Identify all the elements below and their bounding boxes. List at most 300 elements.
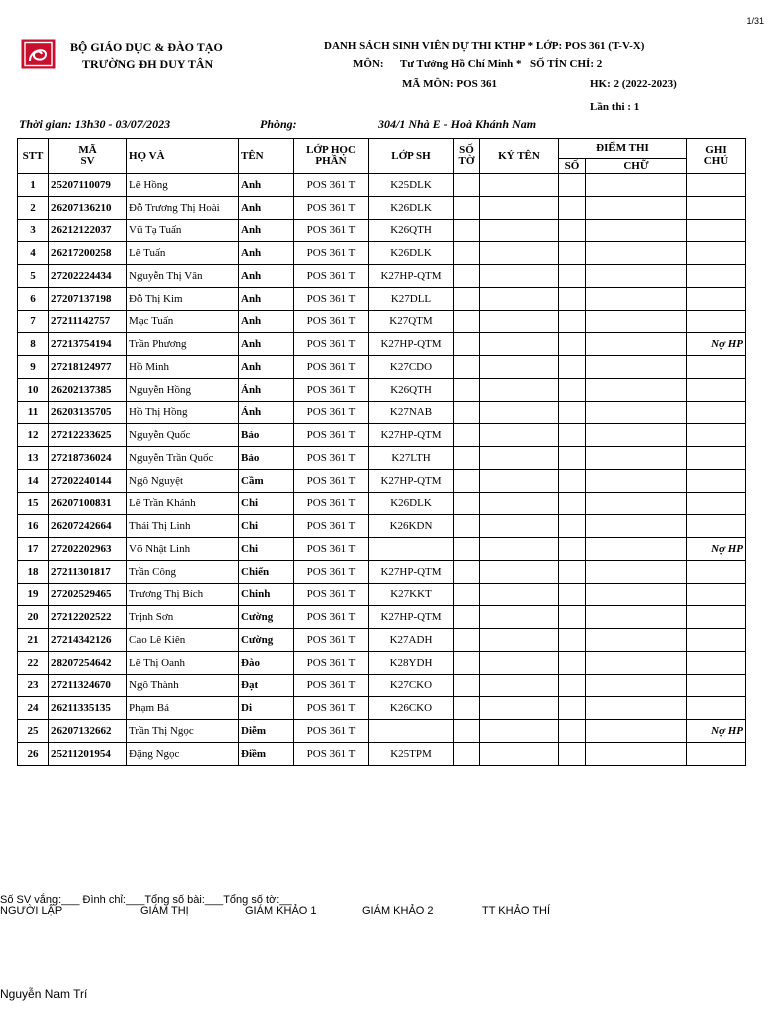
cell-surname: Cao Lê Kiên bbox=[127, 629, 239, 652]
table-row bbox=[18, 356, 746, 379]
cell-student-id: 26207100831 bbox=[49, 492, 127, 515]
cell-student-id: 25211201954 bbox=[49, 742, 127, 765]
cell-course-class: POS 361 T bbox=[294, 401, 369, 424]
cell-note bbox=[687, 310, 746, 333]
cell-stt: 4 bbox=[18, 242, 49, 265]
cell-stt: 1 bbox=[18, 174, 49, 197]
cell-note bbox=[687, 424, 746, 447]
table-row bbox=[18, 424, 746, 447]
cell-score-words bbox=[586, 583, 687, 606]
cell-surname: Hồ Minh bbox=[127, 356, 239, 379]
cell-surname: Mạc Tuấn bbox=[127, 310, 239, 333]
cell-student-id: 26211335135 bbox=[49, 697, 127, 720]
cell-signature bbox=[480, 424, 559, 447]
cell-note bbox=[687, 515, 746, 538]
cell-student-id: 27202240144 bbox=[49, 469, 127, 492]
subject-value: Tư Tưởng Hồ Chí Minh * bbox=[400, 58, 522, 70]
cell-home-class: K27NAB bbox=[369, 401, 454, 424]
cell-student-id: 25207110079 bbox=[49, 174, 127, 197]
cell-student-id: 27212202522 bbox=[49, 606, 127, 629]
table-row bbox=[18, 242, 746, 265]
cell-score-words bbox=[586, 242, 687, 265]
signer-role-proctor: GIÁM THỊ bbox=[140, 905, 189, 917]
cell-course-class: POS 361 T bbox=[294, 469, 369, 492]
cell-sheet-count bbox=[454, 492, 480, 515]
cell-stt: 16 bbox=[18, 515, 49, 538]
cell-note bbox=[687, 378, 746, 401]
student-roster-table bbox=[17, 138, 746, 766]
cell-surname: Lê Tuấn bbox=[127, 242, 239, 265]
table-row bbox=[18, 447, 746, 470]
table-row bbox=[18, 720, 746, 743]
cell-sheet-count bbox=[454, 310, 480, 333]
signer-role-preparer: NGƯỜI LẬP bbox=[0, 905, 63, 917]
cell-note bbox=[687, 651, 746, 674]
cell-given-name: Bảo bbox=[239, 424, 294, 447]
cell-sheet-count bbox=[454, 219, 480, 242]
cell-student-id: 26217200258 bbox=[49, 242, 127, 265]
cell-home-class: K27HP-QTM bbox=[369, 606, 454, 629]
cell-student-id: 27211324670 bbox=[49, 674, 127, 697]
cell-course-class: POS 361 T bbox=[294, 174, 369, 197]
cell-student-id: 27218736024 bbox=[49, 447, 127, 470]
cell-score-words bbox=[586, 424, 687, 447]
cell-score-number bbox=[559, 378, 586, 401]
cell-note bbox=[687, 174, 746, 197]
table-row bbox=[18, 333, 746, 356]
cell-note: Nợ HP bbox=[687, 333, 746, 356]
cell-course-class: POS 361 T bbox=[294, 697, 369, 720]
document-title: DANH SÁCH SINH VIÊN DỰ THI KTHP * LỚP: POS 361 (T-V-X) bbox=[324, 40, 645, 52]
cell-sheet-count bbox=[454, 378, 480, 401]
cell-signature bbox=[480, 674, 559, 697]
header-sheet-count: SỐ TỜ bbox=[454, 139, 480, 174]
cell-score-words bbox=[586, 538, 687, 561]
cell-course-class: POS 361 T bbox=[294, 196, 369, 219]
cell-course-class: POS 361 T bbox=[294, 447, 369, 470]
cell-signature bbox=[480, 651, 559, 674]
cell-signature bbox=[480, 492, 559, 515]
cell-score-number bbox=[559, 492, 586, 515]
cell-stt: 21 bbox=[18, 629, 49, 652]
cell-sheet-count bbox=[454, 333, 480, 356]
table-row bbox=[18, 492, 746, 515]
cell-surname: Trịnh Sơn bbox=[127, 606, 239, 629]
cell-given-name: Đào bbox=[239, 651, 294, 674]
roster-body bbox=[18, 174, 746, 766]
cell-score-number bbox=[559, 629, 586, 652]
cell-home-class: K27DLL bbox=[369, 287, 454, 310]
cell-home-class: K26DLK bbox=[369, 242, 454, 265]
cell-student-id: 27213754194 bbox=[49, 333, 127, 356]
cell-score-words bbox=[586, 651, 687, 674]
cell-surname: Ngô Thành bbox=[127, 674, 239, 697]
cell-course-class: POS 361 T bbox=[294, 538, 369, 561]
cell-score-words bbox=[586, 265, 687, 288]
cell-student-id: 26202137385 bbox=[49, 378, 127, 401]
cell-score-number bbox=[559, 606, 586, 629]
header-surname: HỌ VÀ bbox=[127, 139, 239, 174]
header-student-id: MÃ SV bbox=[49, 139, 127, 174]
cell-given-name: Anh bbox=[239, 174, 294, 197]
room-value: 304/1 Nhà E - Hoà Khánh Nam bbox=[378, 117, 537, 131]
cell-course-class: POS 361 T bbox=[294, 378, 369, 401]
cell-signature bbox=[480, 720, 559, 743]
cell-given-name: Chinh bbox=[239, 583, 294, 606]
cell-score-number bbox=[559, 515, 586, 538]
cell-sheet-count bbox=[454, 538, 480, 561]
signer-role-examiner-1: GIÁM KHẢO 1 bbox=[245, 905, 317, 917]
header-given-name: TÊN bbox=[239, 139, 294, 174]
cell-home-class: K27HP-QTM bbox=[369, 265, 454, 288]
cell-home-class: K27LTH bbox=[369, 447, 454, 470]
cell-course-class: POS 361 T bbox=[294, 287, 369, 310]
cell-score-words bbox=[586, 333, 687, 356]
cell-signature bbox=[480, 333, 559, 356]
cell-sheet-count bbox=[454, 356, 480, 379]
cell-note bbox=[687, 629, 746, 652]
cell-stt: 9 bbox=[18, 356, 49, 379]
cell-signature bbox=[480, 560, 559, 583]
cell-note bbox=[687, 469, 746, 492]
cell-surname: Vũ Tạ Tuấn bbox=[127, 219, 239, 242]
cell-stt: 5 bbox=[18, 265, 49, 288]
cell-stt: 14 bbox=[18, 469, 49, 492]
cell-surname: Võ Nhật Linh bbox=[127, 538, 239, 561]
cell-sheet-count bbox=[454, 674, 480, 697]
cell-signature bbox=[480, 265, 559, 288]
cell-score-words bbox=[586, 492, 687, 515]
header-score-words: CHỮ bbox=[586, 159, 687, 174]
cell-surname: Đỗ Thị Kim bbox=[127, 287, 239, 310]
cell-score-words bbox=[586, 720, 687, 743]
cell-course-class: POS 361 T bbox=[294, 333, 369, 356]
header-score-number: SỐ bbox=[559, 159, 586, 174]
cell-student-id: 26207136210 bbox=[49, 196, 127, 219]
cell-given-name: Anh bbox=[239, 242, 294, 265]
cell-surname: Nguyễn Quốc bbox=[127, 424, 239, 447]
header-home-class: LỚP SH bbox=[369, 139, 454, 174]
cell-signature bbox=[480, 287, 559, 310]
cell-given-name: Di bbox=[239, 697, 294, 720]
cell-signature bbox=[480, 629, 559, 652]
cell-home-class: K27HP-QTM bbox=[369, 333, 454, 356]
cell-sheet-count bbox=[454, 401, 480, 424]
cell-course-class: POS 361 T bbox=[294, 515, 369, 538]
header-course-class: LỚP HỌC PHẦN bbox=[294, 139, 369, 174]
cell-score-number bbox=[559, 287, 586, 310]
cell-student-id: 27211301817 bbox=[49, 560, 127, 583]
cell-home-class: K26CKO bbox=[369, 697, 454, 720]
cell-score-number bbox=[559, 583, 586, 606]
cell-given-name: Chi bbox=[239, 492, 294, 515]
cell-score-number bbox=[559, 447, 586, 470]
cell-home-class bbox=[369, 538, 454, 561]
cell-home-class: K27CKO bbox=[369, 674, 454, 697]
cell-signature bbox=[480, 697, 559, 720]
cell-stt: 12 bbox=[18, 424, 49, 447]
cell-score-number bbox=[559, 401, 586, 424]
cell-given-name: Cường bbox=[239, 629, 294, 652]
cell-score-words bbox=[586, 697, 687, 720]
cell-home-class: K26DLK bbox=[369, 492, 454, 515]
cell-signature bbox=[480, 606, 559, 629]
cell-score-words bbox=[586, 219, 687, 242]
cell-stt: 25 bbox=[18, 720, 49, 743]
table-row bbox=[18, 560, 746, 583]
table-row bbox=[18, 651, 746, 674]
cell-score-words bbox=[586, 196, 687, 219]
cell-signature bbox=[480, 515, 559, 538]
cell-stt: 19 bbox=[18, 583, 49, 606]
cell-student-id: 27212233625 bbox=[49, 424, 127, 447]
cell-score-number bbox=[559, 265, 586, 288]
cell-given-name: Anh bbox=[239, 196, 294, 219]
exam-attempt: Lần thi : 1 bbox=[590, 101, 640, 113]
cell-sheet-count bbox=[454, 287, 480, 310]
cell-score-number bbox=[559, 560, 586, 583]
cell-score-words bbox=[586, 378, 687, 401]
cell-home-class: K27KKT bbox=[369, 583, 454, 606]
cell-home-class bbox=[369, 720, 454, 743]
cell-score-number bbox=[559, 697, 586, 720]
cell-course-class: POS 361 T bbox=[294, 720, 369, 743]
cell-note bbox=[687, 674, 746, 697]
cell-score-words bbox=[586, 629, 687, 652]
cell-signature bbox=[480, 538, 559, 561]
cell-stt: 13 bbox=[18, 447, 49, 470]
cell-given-name: Cường bbox=[239, 606, 294, 629]
table-row bbox=[18, 196, 746, 219]
cell-stt: 15 bbox=[18, 492, 49, 515]
cell-surname: Nguyễn Thị Vân bbox=[127, 265, 239, 288]
cell-score-words bbox=[586, 401, 687, 424]
cell-note bbox=[687, 447, 746, 470]
cell-note bbox=[687, 560, 746, 583]
cell-home-class: K25DLK bbox=[369, 174, 454, 197]
cell-sheet-count bbox=[454, 697, 480, 720]
cell-note bbox=[687, 242, 746, 265]
cell-sheet-count bbox=[454, 242, 480, 265]
exam-summary-line: Số SV vắng:___ Đình chỉ:___Tổng số bài:___Tổng số tờ:__ bbox=[0, 894, 292, 906]
cell-stt: 10 bbox=[18, 378, 49, 401]
cell-home-class: K28YDH bbox=[369, 651, 454, 674]
semester: HK: 2 (2022-2023) bbox=[590, 78, 677, 90]
table-row bbox=[18, 287, 746, 310]
cell-sheet-count bbox=[454, 583, 480, 606]
cell-note bbox=[687, 401, 746, 424]
cell-given-name: Chi bbox=[239, 515, 294, 538]
cell-course-class: POS 361 T bbox=[294, 265, 369, 288]
cell-student-id: 27214342126 bbox=[49, 629, 127, 652]
table-row bbox=[18, 469, 746, 492]
cell-given-name: Bảo bbox=[239, 447, 294, 470]
table-row bbox=[18, 742, 746, 765]
cell-surname: Lê Hồng bbox=[127, 174, 239, 197]
cell-surname: Trần Công bbox=[127, 560, 239, 583]
cell-home-class: K26DLK bbox=[369, 196, 454, 219]
cell-stt: 6 bbox=[18, 287, 49, 310]
table-row bbox=[18, 310, 746, 333]
exam-time: Thời gian: 13h30 - 03/07/2023 bbox=[19, 117, 171, 131]
signer-role-examiner-2: GIÁM KHẢO 2 bbox=[362, 905, 434, 917]
cell-course-class: POS 361 T bbox=[294, 742, 369, 765]
cell-course-class: POS 361 T bbox=[294, 492, 369, 515]
cell-score-words bbox=[586, 560, 687, 583]
cell-surname: Trần Phương bbox=[127, 333, 239, 356]
cell-score-words bbox=[586, 447, 687, 470]
cell-surname: Trương Thị Bích bbox=[127, 583, 239, 606]
cell-score-words bbox=[586, 310, 687, 333]
table-row bbox=[18, 265, 746, 288]
cell-sheet-count bbox=[454, 424, 480, 447]
table-row bbox=[18, 697, 746, 720]
cell-home-class: K25TPM bbox=[369, 742, 454, 765]
cell-given-name: Anh bbox=[239, 265, 294, 288]
cell-given-name: Cầm bbox=[239, 469, 294, 492]
cell-note: Nợ HP bbox=[687, 538, 746, 561]
cell-score-number bbox=[559, 674, 586, 697]
cell-surname: Phạm Bá bbox=[127, 697, 239, 720]
cell-stt: 23 bbox=[18, 674, 49, 697]
cell-signature bbox=[480, 583, 559, 606]
cell-course-class: POS 361 T bbox=[294, 629, 369, 652]
cell-student-id: 27202224434 bbox=[49, 265, 127, 288]
cell-score-number bbox=[559, 538, 586, 561]
cell-score-words bbox=[586, 469, 687, 492]
cell-home-class: K26QTH bbox=[369, 378, 454, 401]
cell-sheet-count bbox=[454, 265, 480, 288]
cell-surname: Đỗ Trương Thị Hoài bbox=[127, 196, 239, 219]
table-row bbox=[18, 674, 746, 697]
cell-signature bbox=[480, 469, 559, 492]
cell-stt: 20 bbox=[18, 606, 49, 629]
cell-surname: Thái Thị Linh bbox=[127, 515, 239, 538]
cell-signature bbox=[480, 242, 559, 265]
cell-sheet-count bbox=[454, 469, 480, 492]
header-note: GHI CHÚ bbox=[687, 139, 746, 174]
cell-signature bbox=[480, 174, 559, 197]
cell-sheet-count bbox=[454, 742, 480, 765]
cell-course-class: POS 361 T bbox=[294, 242, 369, 265]
cell-home-class: K27HP-QTM bbox=[369, 424, 454, 447]
cell-given-name: Chiến bbox=[239, 560, 294, 583]
table-row bbox=[18, 401, 746, 424]
table-row bbox=[18, 378, 746, 401]
cell-note bbox=[687, 265, 746, 288]
cell-surname: Ngô Nguyệt bbox=[127, 469, 239, 492]
header-stt: STT bbox=[18, 139, 49, 174]
cell-home-class: K27CDO bbox=[369, 356, 454, 379]
cell-home-class: K27HP-QTM bbox=[369, 469, 454, 492]
cell-score-words bbox=[586, 674, 687, 697]
cell-given-name: Diễm bbox=[239, 720, 294, 743]
cell-stt: 3 bbox=[18, 219, 49, 242]
cell-score-words bbox=[586, 287, 687, 310]
cell-signature bbox=[480, 742, 559, 765]
cell-score-number bbox=[559, 310, 586, 333]
org-name-university: TRƯỜNG ĐH DUY TÂN bbox=[82, 57, 214, 71]
header-exam-score: ĐIỂM THI bbox=[559, 139, 687, 159]
cell-surname: Đặng Ngọc bbox=[127, 742, 239, 765]
cell-course-class: POS 361 T bbox=[294, 310, 369, 333]
cell-note bbox=[687, 606, 746, 629]
cell-note bbox=[687, 196, 746, 219]
cell-student-id: 27207137198 bbox=[49, 287, 127, 310]
cell-student-id: 26207242664 bbox=[49, 515, 127, 538]
cell-course-class: POS 361 T bbox=[294, 424, 369, 447]
cell-stt: 2 bbox=[18, 196, 49, 219]
cell-note bbox=[687, 219, 746, 242]
cell-sheet-count bbox=[454, 174, 480, 197]
cell-given-name: Ánh bbox=[239, 378, 294, 401]
cell-surname: Trần Thị Ngọc bbox=[127, 720, 239, 743]
cell-course-class: POS 361 T bbox=[294, 674, 369, 697]
cell-sheet-count bbox=[454, 629, 480, 652]
cell-signature bbox=[480, 401, 559, 424]
cell-stt: 22 bbox=[18, 651, 49, 674]
cell-signature bbox=[480, 310, 559, 333]
cell-given-name: Anh bbox=[239, 310, 294, 333]
cell-given-name: Đạt bbox=[239, 674, 294, 697]
cell-sheet-count bbox=[454, 651, 480, 674]
cell-note bbox=[687, 583, 746, 606]
cell-score-number bbox=[559, 174, 586, 197]
cell-surname: Nguyễn Trần Quốc bbox=[127, 447, 239, 470]
cell-signature bbox=[480, 196, 559, 219]
cell-course-class: POS 361 T bbox=[294, 583, 369, 606]
cell-given-name: Chi bbox=[239, 538, 294, 561]
cell-home-class: K27QTM bbox=[369, 310, 454, 333]
cell-signature bbox=[480, 378, 559, 401]
cell-surname: Lê Trần Khánh bbox=[127, 492, 239, 515]
cell-sheet-count bbox=[454, 196, 480, 219]
cell-given-name: Anh bbox=[239, 333, 294, 356]
cell-course-class: POS 361 T bbox=[294, 651, 369, 674]
cell-score-number bbox=[559, 651, 586, 674]
cell-given-name: Ánh bbox=[239, 401, 294, 424]
table-row bbox=[18, 219, 746, 242]
room-label: Phòng: bbox=[260, 117, 297, 131]
cell-course-class: POS 361 T bbox=[294, 356, 369, 379]
cell-stt: 17 bbox=[18, 538, 49, 561]
cell-surname: Hồ Thị Hồng bbox=[127, 401, 239, 424]
cell-score-number bbox=[559, 424, 586, 447]
cell-note bbox=[687, 287, 746, 310]
cell-sheet-count bbox=[454, 447, 480, 470]
cell-student-id: 27218124977 bbox=[49, 356, 127, 379]
cell-score-words bbox=[586, 515, 687, 538]
cell-student-id: 27211142757 bbox=[49, 310, 127, 333]
cell-student-id: 28207254642 bbox=[49, 651, 127, 674]
org-name-ministry: BỘ GIÁO DỤC & ĐÀO TẠO bbox=[70, 40, 223, 54]
cell-stt: 8 bbox=[18, 333, 49, 356]
table-row bbox=[18, 629, 746, 652]
cell-stt: 24 bbox=[18, 697, 49, 720]
cell-sheet-count bbox=[454, 606, 480, 629]
table-row bbox=[18, 583, 746, 606]
cell-surname: Lê Thị Oanh bbox=[127, 651, 239, 674]
cell-score-number bbox=[559, 742, 586, 765]
cell-score-words bbox=[586, 356, 687, 379]
course-code: MÃ MÔN: POS 361 bbox=[402, 78, 498, 90]
page-number: 1/31 bbox=[746, 16, 764, 26]
cell-stt: 11 bbox=[18, 401, 49, 424]
cell-score-number bbox=[559, 242, 586, 265]
cell-note bbox=[687, 356, 746, 379]
cell-score-number bbox=[559, 333, 586, 356]
cell-stt: 18 bbox=[18, 560, 49, 583]
